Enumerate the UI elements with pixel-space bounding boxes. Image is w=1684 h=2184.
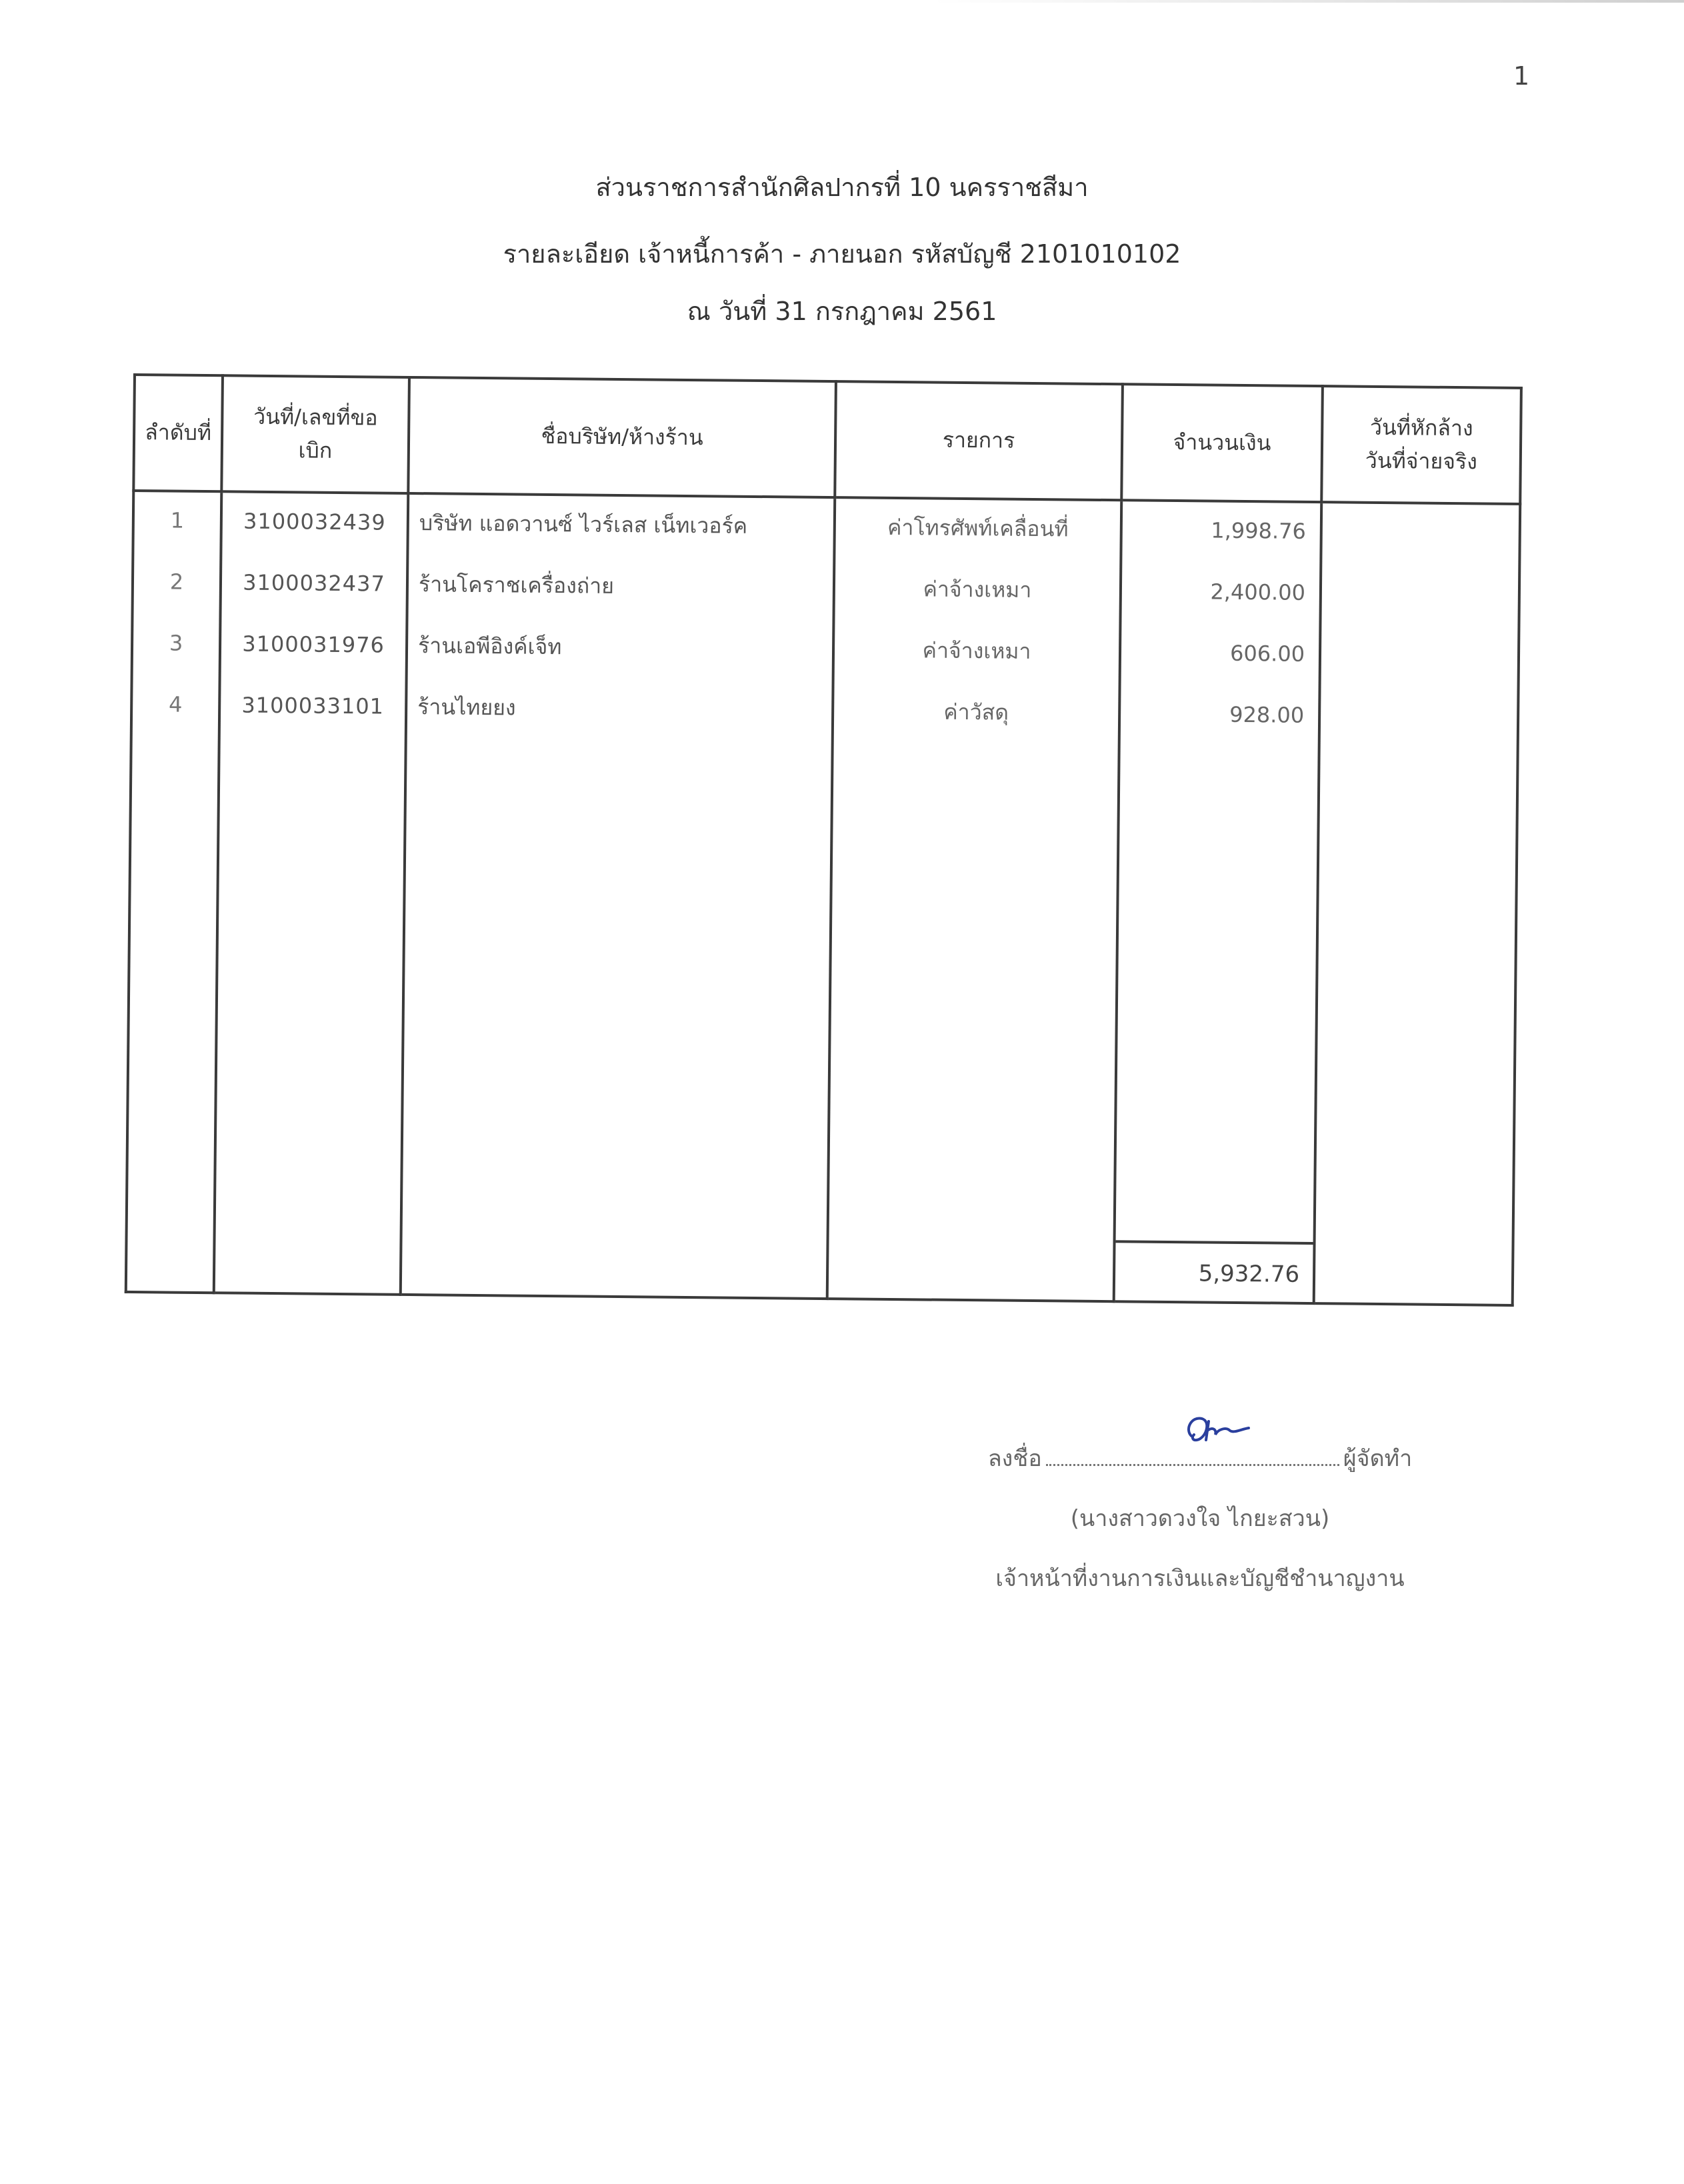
- column-header-label: จำนวนเงิน: [1173, 429, 1271, 456]
- row-amount: 928.00: [1229, 701, 1305, 728]
- column-clearing-date-cell: [1314, 502, 1521, 1305]
- row-amount: 606.00: [1229, 640, 1305, 667]
- signature-dotted-line: [1046, 1440, 1339, 1466]
- row-number: 2: [169, 569, 184, 595]
- row-company-name: ร้านเอพีอิงค์เจ็ท: [417, 633, 562, 660]
- row-document-number: 3100031976: [242, 631, 385, 658]
- scan-edge-line: [933, 0, 1684, 3]
- page-number: 1: [1513, 61, 1530, 91]
- column-header-label: วันที่จ่ายจริง: [1365, 447, 1477, 475]
- row-company-name: บริษัท แอดวานซ์ ไวร์เลส เน็ทเวอร์ค: [419, 510, 748, 539]
- row-company-name: ร้านโคราชเครื่องถ่าย: [418, 571, 615, 599]
- table-body: [126, 491, 1520, 1305]
- column-header-label: วันที่/เลขที่ขอ: [253, 404, 378, 431]
- ledger-table: [125, 373, 1523, 1307]
- signer-name: (นางสาวดวงใจ ไกยะสวน): [1070, 1505, 1330, 1532]
- column-header-label: เบิก: [298, 437, 333, 463]
- table-header-row: [133, 375, 1521, 504]
- column-header-label: วันที่หักล้าง: [1369, 415, 1473, 441]
- document-title-date: ณ วันที่ 31 กรกฎาคม 2561: [687, 297, 997, 326]
- signer-position: เจ้าหน้าที่งานการเงินและบัญชีชำนาญงาน: [995, 1565, 1405, 1592]
- sign-label: ลงชื่อ: [987, 1445, 1042, 1472]
- column-header-amount: [1121, 384, 1323, 502]
- row-document-number: 3100033101: [241, 692, 385, 719]
- total-amount: 5,932.76: [1115, 1240, 1313, 1302]
- row-item-description: ค่าจ้างเหมา: [923, 576, 1032, 603]
- column-item-cell: [827, 497, 1122, 1301]
- role-label: ผู้จัดทำ: [1343, 1445, 1413, 1472]
- row-number: 4: [168, 691, 183, 717]
- column-header-label: ชื่อบริษัท/ห้างร้าน: [541, 423, 703, 451]
- row-document-number: 3100032437: [243, 569, 385, 597]
- row-company-name: ร้านไทยยง: [417, 694, 516, 721]
- row-item-description: ค่าจ้างเหมา: [922, 637, 1031, 664]
- column-header-document: [221, 375, 409, 493]
- row-item-description: ค่าโทรศัพท์เคลื่อนที่: [887, 514, 1069, 542]
- column-header-clearing-date: [1321, 386, 1521, 504]
- row-item-description: ค่าวัสดุ: [943, 699, 1009, 725]
- column-header-item: [835, 381, 1123, 500]
- signature-line: [927, 1440, 1473, 1476]
- row-number: 1: [170, 507, 185, 533]
- row-number: 3: [169, 630, 183, 656]
- column-company-cell: [401, 493, 835, 1299]
- column-document-cell: [214, 491, 409, 1295]
- column-number-cell: [126, 491, 222, 1293]
- column-header-number: [133, 375, 223, 491]
- column-amount-cell: [1114, 500, 1322, 1303]
- document-title-detail: รายละเอียด เจ้าหนี้การค้า - ภายนอก รหัสบัญชี 2101010102: [503, 239, 1181, 269]
- column-header-company: [408, 377, 836, 497]
- document-title-agency: ส่วนราชการสำนักศิลปากรที่ 10 นครราชสีมา: [595, 173, 1089, 202]
- row-document-number: 3100032439: [243, 508, 386, 535]
- row-amount: 1,998.76: [1211, 517, 1306, 544]
- handwritten-signature: [1179, 1409, 1259, 1456]
- column-header-label: ลำดับที่: [145, 419, 212, 446]
- column-header-label: รายการ: [942, 427, 1015, 453]
- ledger-table-container: [125, 373, 1520, 1307]
- row-amount: 2,400.00: [1210, 579, 1306, 605]
